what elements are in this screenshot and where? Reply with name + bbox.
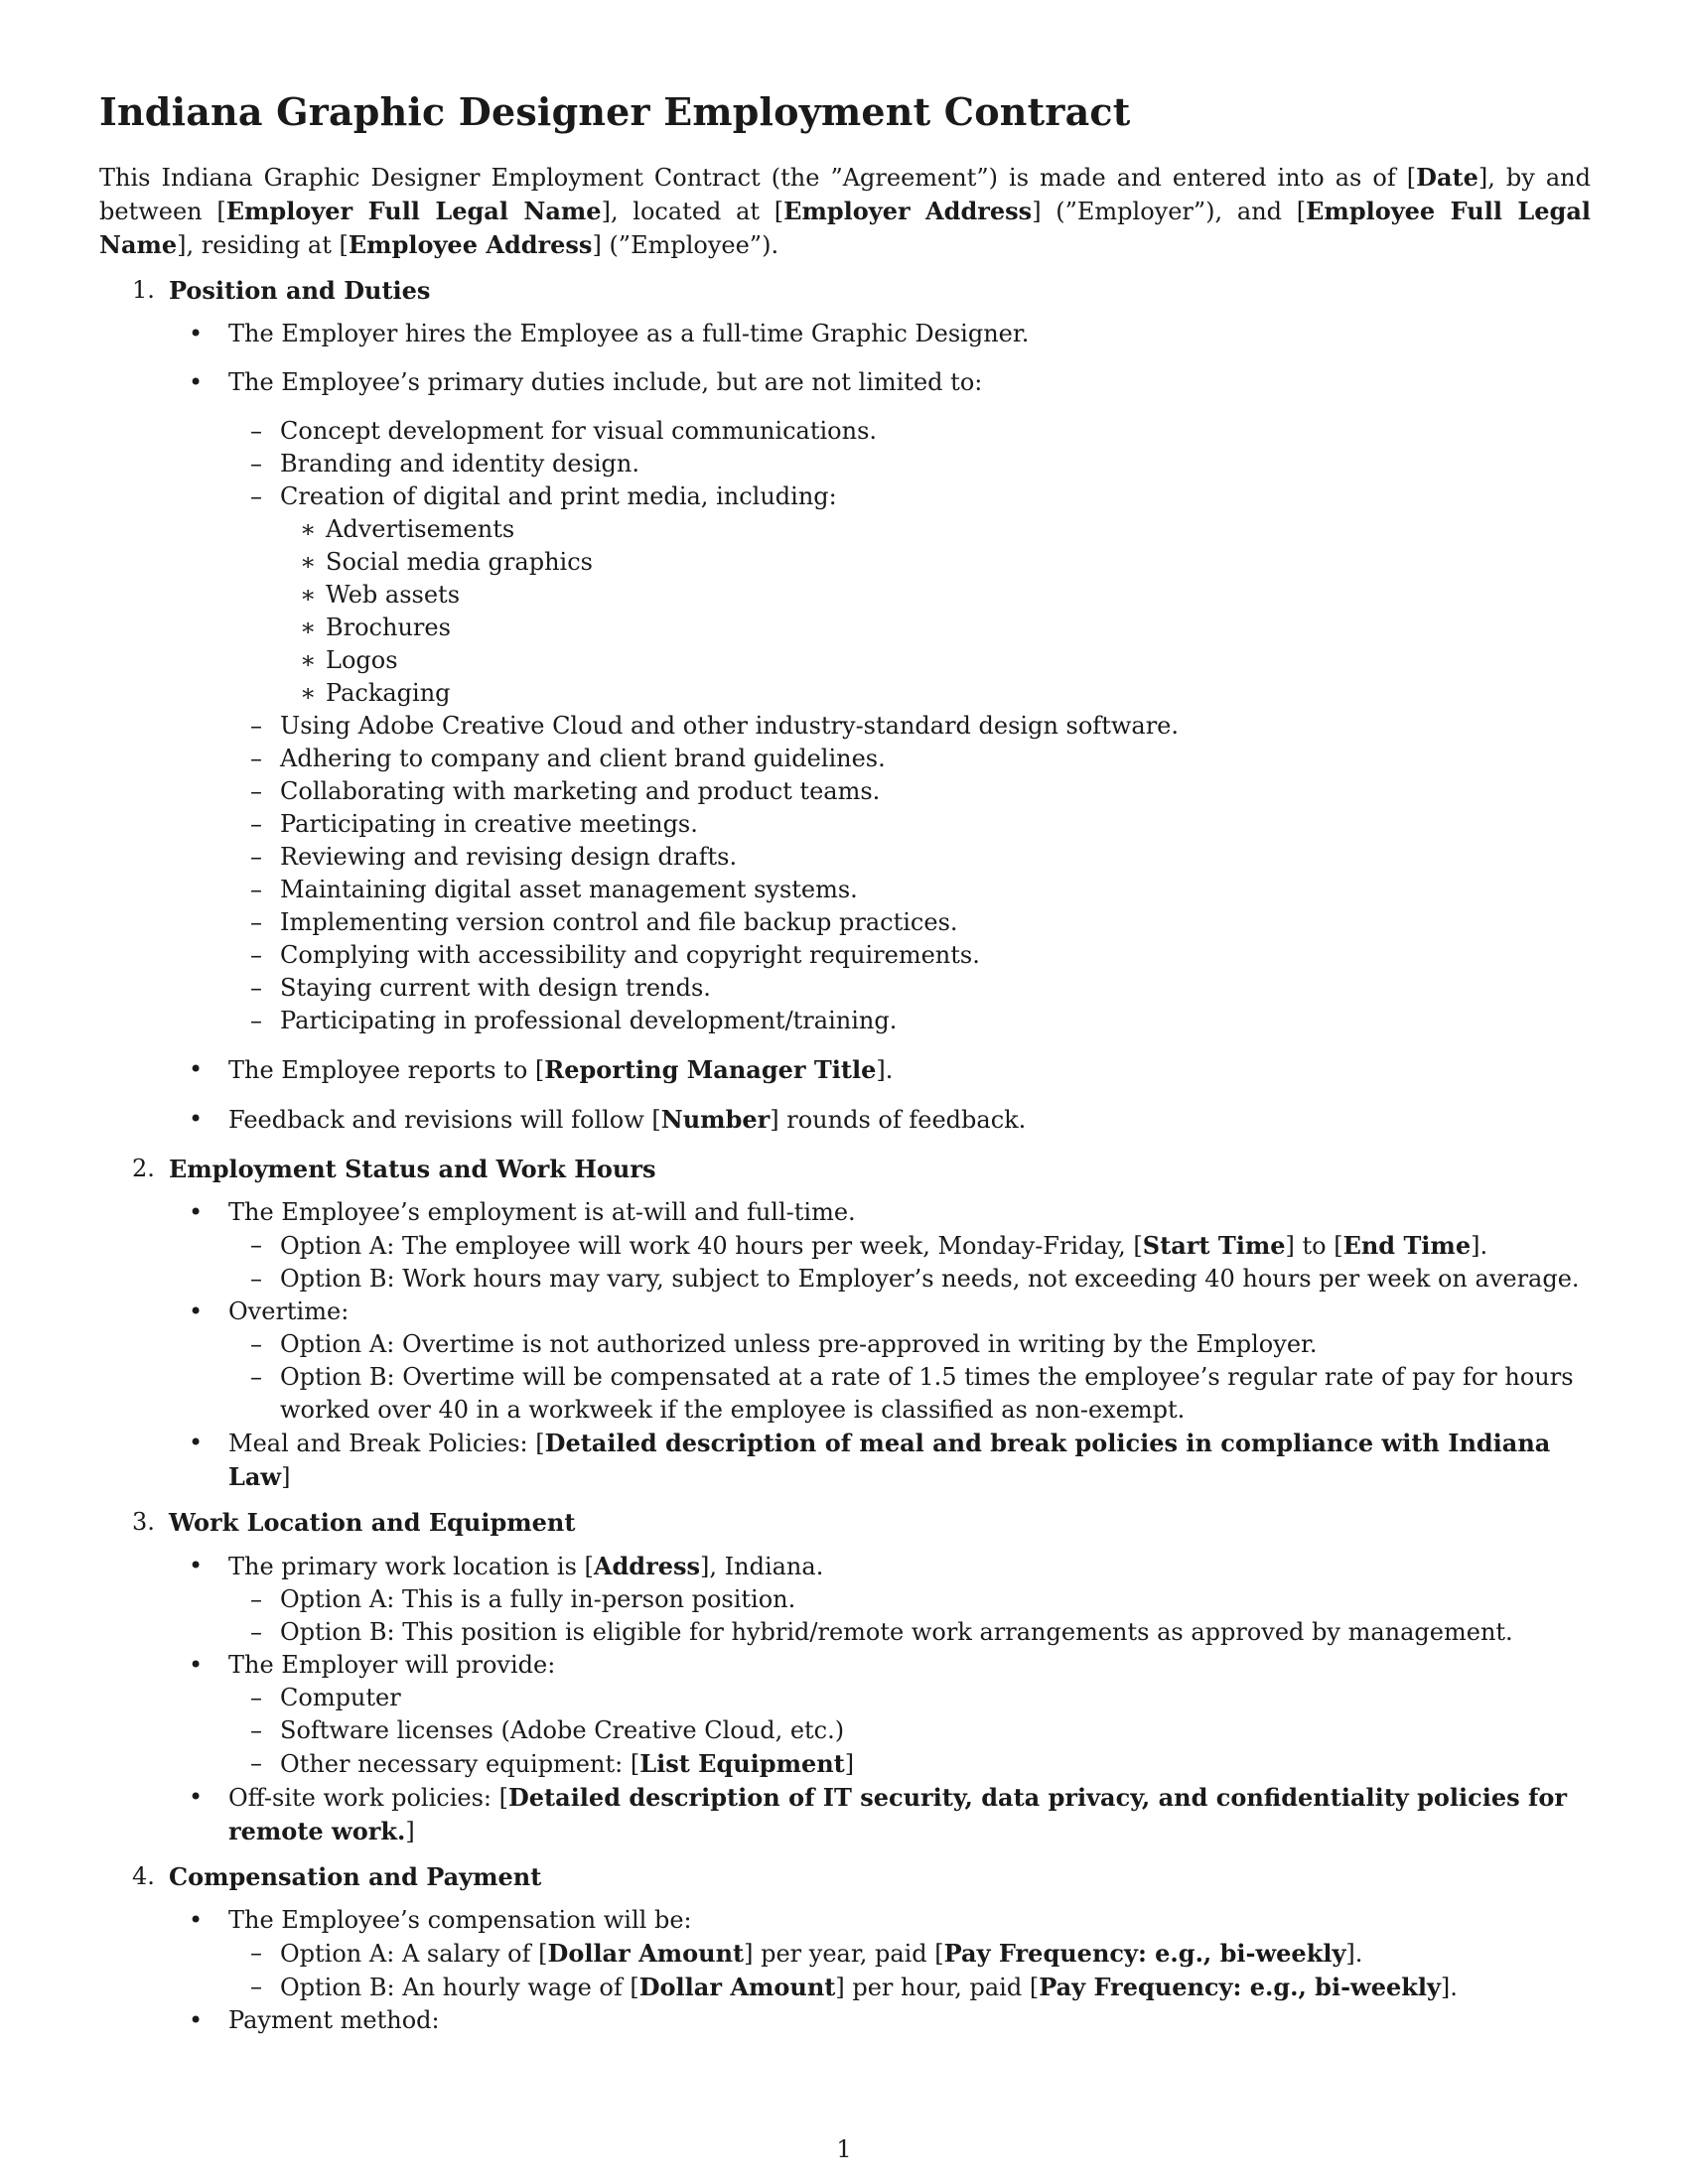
section-title: Position and Duties [169, 276, 431, 305]
pay-frequency-placeholder: Pay Frequency: e.g., bi-weekly [943, 1939, 1346, 1968]
option-item: – Option B: Overtime will be compensated at a rate of 1.5 times the employee’s regular rate of pay for hours worked over 40 in a workweek if the employee is classified as non-exempt. [228, 1361, 1591, 1427]
list-item: • The Employee’s compensation will be: – Option A: A salary of [Dollar Amount] per year, paid [Pay Frequency: e.g., bi-weekly]. – Option B: An hourly wage of [Dollar Amount] per hour, paid [Pay Frequency: e.g., bi-weekly]. [169, 1904, 1591, 2004]
work-address-placeholder: Address [593, 1552, 701, 1580]
section-number: 1. [132, 276, 155, 304]
duty-item: – Participating in creative meetings. [228, 808, 1591, 841]
section-number: 2. [132, 1155, 155, 1182]
media-item: ∗ Logos [280, 644, 1591, 677]
media-item: ∗ Brochures [280, 612, 1591, 644]
duty-item: – Concept development for visual communications. [228, 415, 1591, 448]
section-title: Employment Status and Work Hours [169, 1155, 656, 1183]
section-employment-status [99, 1153, 1591, 1494]
list-item: • Payment method: [169, 2004, 1591, 2037]
duty-item: – Maintaining digital asset management systems. [228, 874, 1591, 906]
document-page [99, 85, 1591, 2037]
list-item: • The Employer hires the Employee as a full-time Graphic Designer. [169, 318, 1591, 350]
option-item: – Option A: Overtime is not authorized unless pre-approved in writing by the Employer. [228, 1328, 1591, 1361]
equipment-item: – Other necessary equipment: [List Equipment] [228, 1747, 1591, 1781]
offsite-policy-placeholder: Detailed description of IT security, data privacy, and confidentiality policies for remote work. [228, 1783, 1567, 1845]
employer-address-placeholder: Employer Address [783, 197, 1033, 225]
reporting-manager-placeholder: Reporting Manager Title [544, 1055, 877, 1084]
list-item: • The Employee reports to [Reporting Manager Title]. [169, 1053, 1591, 1087]
section-number: 4. [132, 1862, 155, 1890]
list-item: • The Employer will provide: – Computer – Software licenses (Adobe Creative Cloud, etc.) – Other necessary equipment: [List Equipment] [169, 1649, 1591, 1781]
list-item: • Feedback and revisions will follow [Number] rounds of feedback. [169, 1103, 1591, 1137]
duty-item: – Reviewing and revising design drafts. [228, 841, 1591, 874]
list-item: • Off-site work policies: [Detailed description of IT security, data privacy, and confidentiality policies for remote work.] [169, 1781, 1591, 1848]
section-work-location [99, 1506, 1591, 1848]
list-item: • Overtime: – Option A: Overtime is not authorized unless pre-approved in writing by the Employer. – Option B: Overtime will be compensated at a rate of 1.5 times the employee’s regular rate of pay for hours worked over 40 in a workweek if the employee is classified as non-exempt. [169, 1296, 1591, 1427]
end-time-placeholder: End Time [1342, 1231, 1472, 1260]
section-position-duties [99, 274, 1591, 1137]
hourly-amount-placeholder: Dollar Amount [638, 1973, 836, 2001]
option-item: – Option A: A salary of [Dollar Amount] per year, paid [Pay Frequency: e.g., bi-weekly]. [228, 1937, 1591, 1971]
option-item: – Option A: This is a fully in-person position. [228, 1583, 1591, 1616]
intro-paragraph: This Indiana Graphic Designer Employment Contract (the ”Agreement”) is made and entered into as of [Date], by and between [Employer Full Legal Name], located at [Employer Address] (”Employer”), and [Employee Full Legal Name], residing at [Employee Address] (”Employee”). [99, 163, 1592, 259]
option-item: – Option B: Work hours may vary, subject to Employer’s needs, not exceeding 40 hours per week on average. [228, 1263, 1591, 1296]
option-item: – Option B: This position is eligible for hybrid/remote work arrangements as approved by management. [228, 1616, 1591, 1649]
salary-amount-placeholder: Dollar Amount [547, 1939, 745, 1968]
equipment-item: – Software licenses (Adobe Creative Cloud, etc.) [228, 1714, 1591, 1747]
feedback-rounds-placeholder: Number [660, 1105, 771, 1134]
equipment-item: – Computer [228, 1682, 1591, 1714]
duty-item: – Collaborating with marketing and product teams. [228, 775, 1591, 808]
media-item: ∗ Web assets [280, 579, 1591, 612]
start-time-placeholder: Start Time [1142, 1231, 1286, 1260]
contract-sections [99, 274, 1591, 2037]
list-item: • The primary work location is [Address], Indiana. – Option A: This is a fully in-person position. – Option B: This position is eligible for hybrid/remote work arrangements as approved by management. [169, 1550, 1591, 1649]
list-item: • The Employee’s employment is at-will and full-time. – Option A: The employee will work 40 hours per week, Monday-Friday, [Start Time] to [End Time]. – Option B: Work hours may vary, subject to Employer’s needs, not exceeding 40 hours per week on average. [169, 1196, 1591, 1296]
equipment-placeholder: List Equipment [639, 1749, 845, 1778]
duty-item: – Participating in professional development/training. [228, 1005, 1591, 1037]
document-title: Indiana Graphic Designer Employment Contract [99, 89, 1131, 134]
employee-address-placeholder: Employee Address [348, 230, 593, 259]
list-item: • Meal and Break Policies: [Detailed description of meal and break policies in compliance with Indiana Law] [169, 1427, 1591, 1494]
duty-item: – Complying with accessibility and copyright requirements. [228, 939, 1591, 972]
duty-item: – Branding and identity design. [228, 448, 1591, 480]
media-item: ∗ Advertisements [280, 513, 1591, 546]
duty-item: – Staying current with design trends. [228, 972, 1591, 1005]
duty-item: – Adhering to company and client brand guidelines. [228, 743, 1591, 775]
section-title: Work Location and Equipment [169, 1508, 576, 1537]
duty-item: – Implementing version control and file backup practices. [228, 906, 1591, 939]
duty-item: – Creation of digital and print media, including: ∗ Advertisements ∗ Social media graphics ∗ Web assets ∗ Brochures ∗ Logos ∗ Packaging [228, 480, 1591, 710]
page-number: 1 [836, 2135, 852, 2163]
section-compensation [99, 1860, 1591, 2037]
media-item: ∗ Social media graphics [280, 546, 1591, 579]
section-title: Compensation and Payment [169, 1862, 542, 1891]
meal-break-placeholder: Detailed description of meal and break policies in compliance with Indiana Law [228, 1429, 1551, 1491]
media-item: ∗ Packaging [280, 677, 1591, 710]
section-number: 3. [132, 1508, 155, 1536]
employee-name-placeholder: Employee Full Legal Name [99, 197, 1592, 259]
list-item: • The Employee’s primary duties include, but are not limited to: – Concept development for visual communications. – Branding and identity design. – Creation of digital and print media, including: ∗ Advertisements ∗ Social media graphics ∗ Web assets ∗ Brochures ∗ Logos ∗ Packaging – Using Adobe Creative Cloud and other industry-standard design software. – Adhering to company and client brand guidelines. – Collaborating with marketing and product teams. – Participating in creative meetings. – Reviewing and revising design drafts. – Maintaining digital asset management systems. – Implementing version control and file backup practices. – Complying with accessibility and copyright requirements. – Staying current with design trends. – Participating in professional development/training. [169, 366, 1591, 1037]
duty-item: – Using Adobe Creative Cloud and other industry-standard design software. [228, 710, 1591, 743]
option-item: – Option A: The employee will work 40 hours per week, Monday-Friday, [Start Time] to [End Time]. [228, 1229, 1591, 1263]
date-placeholder: Date [1416, 163, 1478, 192]
employer-name-placeholder: Employer Full Legal Name [225, 197, 602, 225]
pay-frequency-placeholder: Pay Frequency: e.g., bi-weekly [1039, 1973, 1441, 2001]
option-item: – Option B: An hourly wage of [Dollar Amount] per hour, paid [Pay Frequency: e.g., bi-weekly]. [228, 1971, 1591, 2004]
